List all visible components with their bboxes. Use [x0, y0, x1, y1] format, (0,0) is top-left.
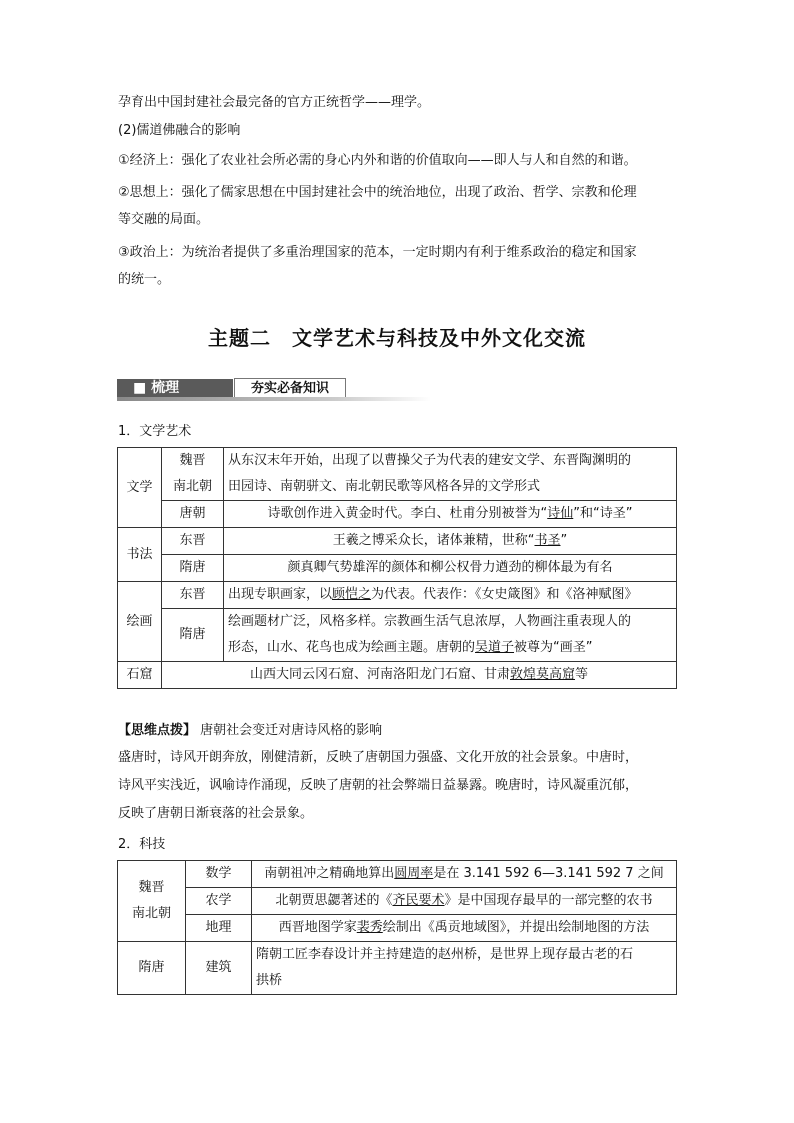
- content-cell: [224, 501, 677, 528]
- banner-underline: [117, 397, 431, 401]
- content-cell: [252, 942, 677, 995]
- content-cell: [224, 528, 677, 555]
- table-row: [118, 662, 677, 689]
- table-row: [118, 501, 677, 528]
- theme-title: 主题二 文学艺术与科技及中外文化交流: [208, 326, 586, 350]
- era-cell: [118, 861, 186, 942]
- era-text: 南北朝: [131, 906, 171, 921]
- key-term: 敦煌莫高窟: [509, 667, 575, 682]
- content-text: 西晋地图学家: [278, 920, 357, 935]
- content-text: 》是中国现存最早的一部完整的农书: [444, 893, 653, 908]
- thinking-line-3: 反映了唐朝日渐衰落的社会景象。: [118, 806, 314, 821]
- banner-dark-label: ■ 梳理: [133, 380, 180, 396]
- period-cell: 唐朝: [162, 501, 224, 528]
- period-cell: 东晋: [162, 582, 224, 609]
- period-cell: 隋唐: [162, 555, 224, 582]
- content-cell: [252, 888, 677, 915]
- content-text: 绘制出《禹贡地域图》，并提出绘制地图的方法: [382, 920, 650, 935]
- content-line: 拱桥: [256, 973, 283, 988]
- thinking-line-2: 诗风平实浅近，讽喻诗作涌现，反映了唐朝的社会弊端日益暴露。晚唐时，诗风凝重沉郁，: [118, 778, 639, 793]
- content-text: 王羲之博采众长，诸体兼精，世称“: [332, 533, 535, 548]
- table-row: [118, 528, 677, 555]
- table-row: [118, 915, 677, 942]
- content-text: 为代表。代表作：《女史箴图》和《洛神赋图》: [371, 587, 638, 602]
- key-term: 诗仙: [547, 506, 574, 521]
- field-cell: 地理: [186, 915, 252, 942]
- content-text: 等: [575, 667, 589, 682]
- table-row: [118, 861, 677, 888]
- literature-arts-table: [117, 447, 677, 689]
- content-line: [228, 635, 672, 661]
- content-cell: [224, 609, 677, 662]
- period-cell: 隋唐: [162, 609, 224, 662]
- field-cell: 农学: [186, 888, 252, 915]
- content-text: 山西大同云冈石窟、河南洛阳龙门石窟、甘肃: [249, 667, 510, 682]
- content-cell: [162, 662, 677, 689]
- thinking-title: 唐朝社会变迁对唐诗风格的影响: [200, 723, 383, 738]
- period-text: 南北朝: [172, 479, 212, 494]
- key-term: 顾恺之: [332, 587, 372, 602]
- subheading-ruist-fusion: (2)儒道佛融合的影响: [118, 123, 241, 138]
- point-economic: ①经济上：强化了农业社会所必需的身心内外和谐的价值取向——即人与人和自然的和谐。: [118, 153, 637, 168]
- content-cell: [224, 582, 677, 609]
- thinking-heading: [118, 718, 678, 744]
- period-cell: [162, 448, 224, 501]
- content-text: 诗歌创作进入黄金时代。李白、杜甫分别被誉为“: [267, 506, 548, 521]
- banner-box-label: 夯实必备知识: [234, 378, 346, 399]
- content-text: ”和“诗圣”: [573, 506, 633, 521]
- content-text: 北朝贾思勰著述的《: [275, 893, 393, 908]
- era-cell: 隋唐: [118, 942, 186, 995]
- key-term: 裴秀: [356, 920, 383, 935]
- category-painting: 绘画: [118, 582, 162, 662]
- content-text: 是在 3.141 592 6—3.141 592 7 之间: [433, 866, 664, 881]
- period-text: 魏晋: [179, 453, 206, 468]
- content-line: 绘画题材广泛，风格多样。宗教画生活气息浓厚，人物画注重表现人的: [228, 614, 632, 629]
- era-text: 魏晋: [138, 880, 165, 895]
- banner-dark-tab: [117, 379, 233, 397]
- table-row: [118, 582, 677, 609]
- table-row: [118, 609, 677, 662]
- point-thought-line-2: 等交融的局面。: [118, 212, 210, 227]
- section1-heading: 1．文学艺术: [118, 424, 192, 439]
- table-row: [118, 942, 677, 995]
- content-text: 被尊为“画圣”: [514, 640, 593, 655]
- content-line: 田园诗、南朝骈文、南北朝民歌等风格各异的文学形式: [228, 479, 541, 494]
- content-line: 从东汉末年开始，出现了以曹操父子为代表的建安文学、东晋陶渊明的: [228, 453, 632, 468]
- content-cell: 颜真卿气势雄浑的颜体和柳公权骨力遒劲的柳体最为有名: [224, 555, 677, 582]
- intro-line-1: 孕育出中国封建社会最完备的官方正统哲学——理学。: [118, 95, 431, 110]
- key-term: 吴道子: [475, 640, 515, 655]
- content-cell: [252, 915, 677, 942]
- period-cell: 东晋: [162, 528, 224, 555]
- point-political-line-1: ③政治上：为统治者提供了多重治理国家的范本，一定时期内有利于维系政治的稳定和国家: [118, 245, 637, 260]
- thinking-tag: 【思维点拨】: [118, 723, 197, 738]
- key-term: 书圣: [534, 533, 561, 548]
- point-political-line-2: 的统一。: [118, 272, 171, 287]
- section-banner: [117, 376, 431, 400]
- science-table: [117, 860, 677, 995]
- content-cell: [252, 861, 677, 888]
- key-term: 圆周率: [394, 866, 434, 881]
- content-text: 出现专职画家，以: [228, 587, 333, 602]
- section2-heading: 2．科技: [118, 837, 166, 852]
- table-row: [118, 448, 677, 501]
- content-cell: [224, 448, 677, 501]
- table-row: [118, 888, 677, 915]
- point-thought-line-1: ②思想上：强化了儒家思想在中国封建社会中的统治地位，出现了政治、哲学、宗教和伦理: [118, 185, 637, 200]
- content-text: 南朝祖冲之精确地算出: [264, 866, 395, 881]
- content-line: 隋朝工匠李春设计并主持建造的赵州桥，是世界上现存最古老的石: [256, 947, 634, 962]
- field-cell: 建筑: [186, 942, 252, 995]
- thinking-line-1: 盛唐时，诗风开朗奔放，刚健清新，反映了唐朝国力强盛、文化开放的社会景象。中唐时，: [118, 750, 639, 765]
- content-text: 形态，山水、花鸟也成为绘画主题。唐朝的: [228, 640, 476, 655]
- table-row: [118, 555, 677, 582]
- content-text: ”: [560, 533, 568, 548]
- field-cell: 数学: [186, 861, 252, 888]
- category-grotto: 石窟: [118, 662, 162, 689]
- category-literature: 文学: [118, 448, 162, 528]
- key-term: 齐民要术: [392, 893, 445, 908]
- category-calligraphy: 书法: [118, 528, 162, 582]
